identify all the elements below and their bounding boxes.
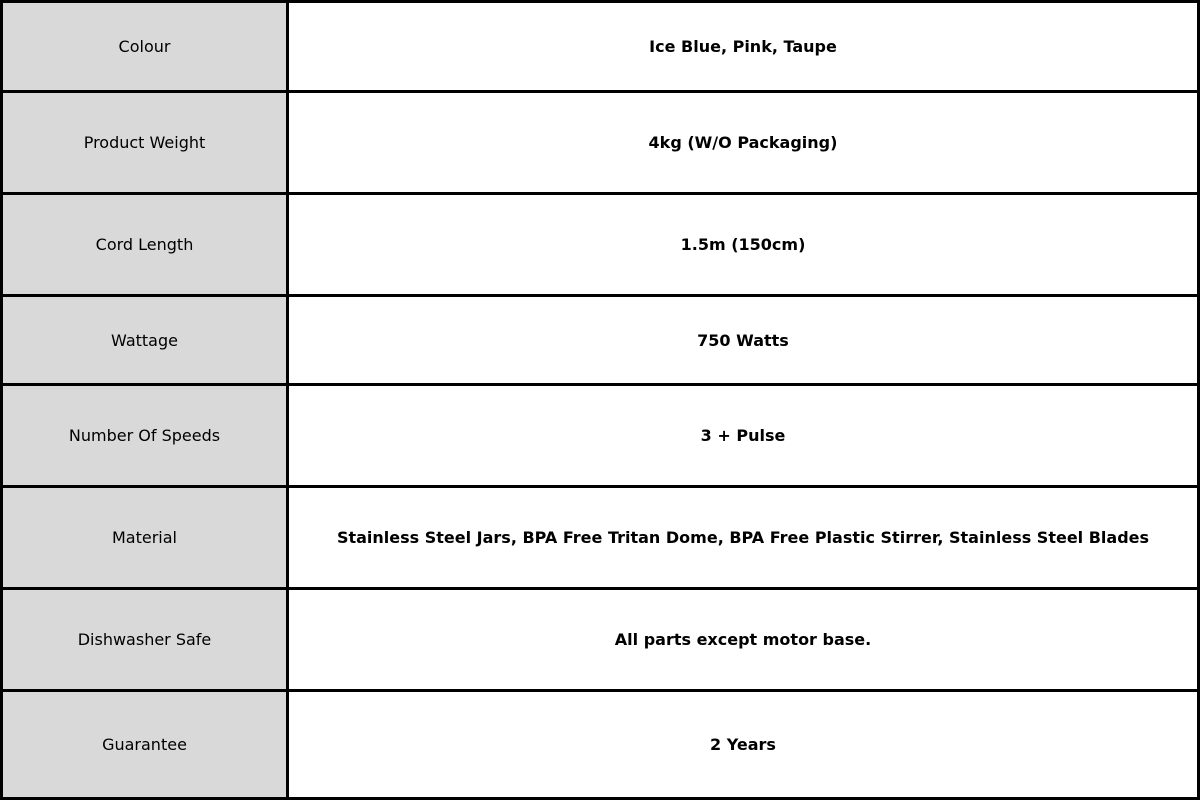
spec-label-number-of-speeds: Number Of Speeds xyxy=(3,386,286,485)
spec-value-product-weight: 4kg (W/O Packaging) xyxy=(289,93,1197,192)
spec-value-guarantee: 2 Years xyxy=(289,692,1197,797)
spec-value-material: Stainless Steel Jars, BPA Free Tritan Dome, BPA Free Plastic Stirrer, Stainless Steel Blades xyxy=(289,488,1197,587)
spec-value-colour: Ice Blue, Pink, Taupe xyxy=(289,3,1197,90)
spec-label-wattage: Wattage xyxy=(3,297,286,383)
spec-value-dishwasher-safe: All parts except motor base. xyxy=(289,590,1197,689)
spec-label-colour: Colour xyxy=(3,3,286,90)
spec-label-material: Material xyxy=(3,488,286,587)
spec-value-cord-length: 1.5m (150cm) xyxy=(289,195,1197,294)
spec-value-number-of-speeds: 3 + Pulse xyxy=(289,386,1197,485)
spec-label-cord-length: Cord Length xyxy=(3,195,286,294)
spec-label-product-weight: Product Weight xyxy=(3,93,286,192)
spec-label-guarantee: Guarantee xyxy=(3,692,286,797)
spec-label-dishwasher-safe: Dishwasher Safe xyxy=(3,590,286,689)
spec-value-wattage: 750 Watts xyxy=(289,297,1197,383)
